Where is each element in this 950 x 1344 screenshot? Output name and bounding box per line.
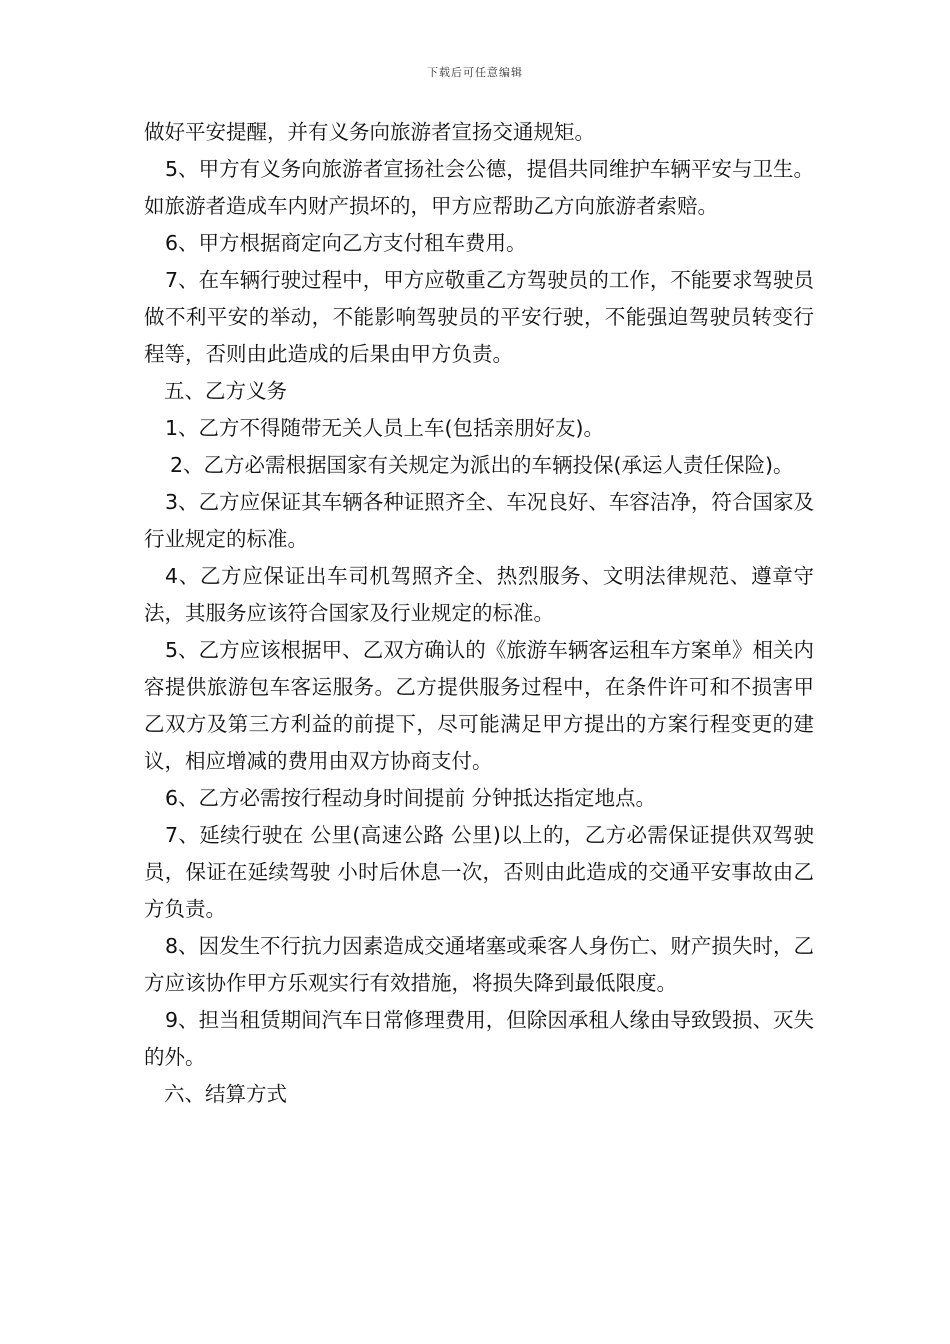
section-heading-settlement: 六、结算方式 bbox=[164, 1082, 287, 1106]
paragraph-party-b-duty-1: 1、乙方不得随带无关人员上车(包括亲朋好友)。 bbox=[165, 416, 605, 440]
paragraph-party-b-duty-8: 8、因发生不行抗力因素造成交通堵塞或乘客人身伤亡、财产损失时，乙方应该协作甲方乐观实行有效措施，将损失降到最低限度。 bbox=[144, 934, 814, 995]
paragraph-party-b-duty-3: 3、乙方应保证其车辆各种证照齐全、车况良好、车容洁净，符合国家及行业规定的标准。 bbox=[144, 490, 814, 551]
contract-body bbox=[144, 114, 814, 1113]
paragraph-party-b-duty-5: 5、乙方应该根据甲、乙双方确认的《旅游车辆客运租车方案单》相关内容提供旅游包车客运服务。乙方提供服务过程中，在条件许可和不损害甲乙双方及第三方利益的前提下，尽可能满足甲方提出的方案行程变更的建议，相应增减的费用由双方协商支付。 bbox=[144, 638, 814, 773]
paragraph-party-b-duty-2: 2、乙方必需根据国家有关规定为派出的车辆投保(承运人责任保险)。 bbox=[170, 453, 794, 477]
paragraph-party-b-duty-6: 6、乙方必需按行程动身时间提前 分钟抵达指定地点。 bbox=[165, 786, 657, 810]
paragraph-party-b-duty-9: 9、担当租赁期间汽车日常修理费用，但除因承租人缘由导致毁损、灭失的外。 bbox=[144, 1008, 814, 1069]
section-heading-party-b-duties: 五、乙方义务 bbox=[164, 379, 287, 403]
paragraph-party-a-duty-5: 5、甲方有义务向旅游者宣扬社会公德，提倡共同维护车辆平安与卫生。如旅游者造成车内财产损坏的，甲方应帮助乙方向旅游者索赔。 bbox=[144, 157, 814, 218]
paragraph-party-a-duty-7: 7、在车辆行驶过程中，甲方应敬重乙方驾驶员的工作，不能要求驾驶员做不利平安的举动，不能影响驾驶员的平安行驶，不能强迫驾驶员转变行程等，否则由此造成的后果由甲方负责。 bbox=[144, 268, 814, 366]
paragraph-party-b-duty-7: 7、延续行驶在 公里(高速公路 公里)以上的，乙方必需保证提供双驾驶员，保证在延续驾驶 小时后休息一次，否则由此造成的交通平安事故由乙方负责。 bbox=[144, 823, 814, 921]
paragraph-party-b-duty-4: 4、乙方应保证出车司机驾照齐全、热烈服务、文明法律规范、遵章守法，其服务应该符合国家及行业规定的标准。 bbox=[144, 564, 814, 625]
page-header-note: 下载后可任意编辑 bbox=[427, 66, 523, 79]
paragraph-party-a-duty-6: 6、甲方根据商定向乙方支付租车费用。 bbox=[165, 231, 527, 255]
paragraph-continuation: 做好平安提醒，并有义务向旅游者宣扬交通规矩。 bbox=[144, 120, 595, 144]
